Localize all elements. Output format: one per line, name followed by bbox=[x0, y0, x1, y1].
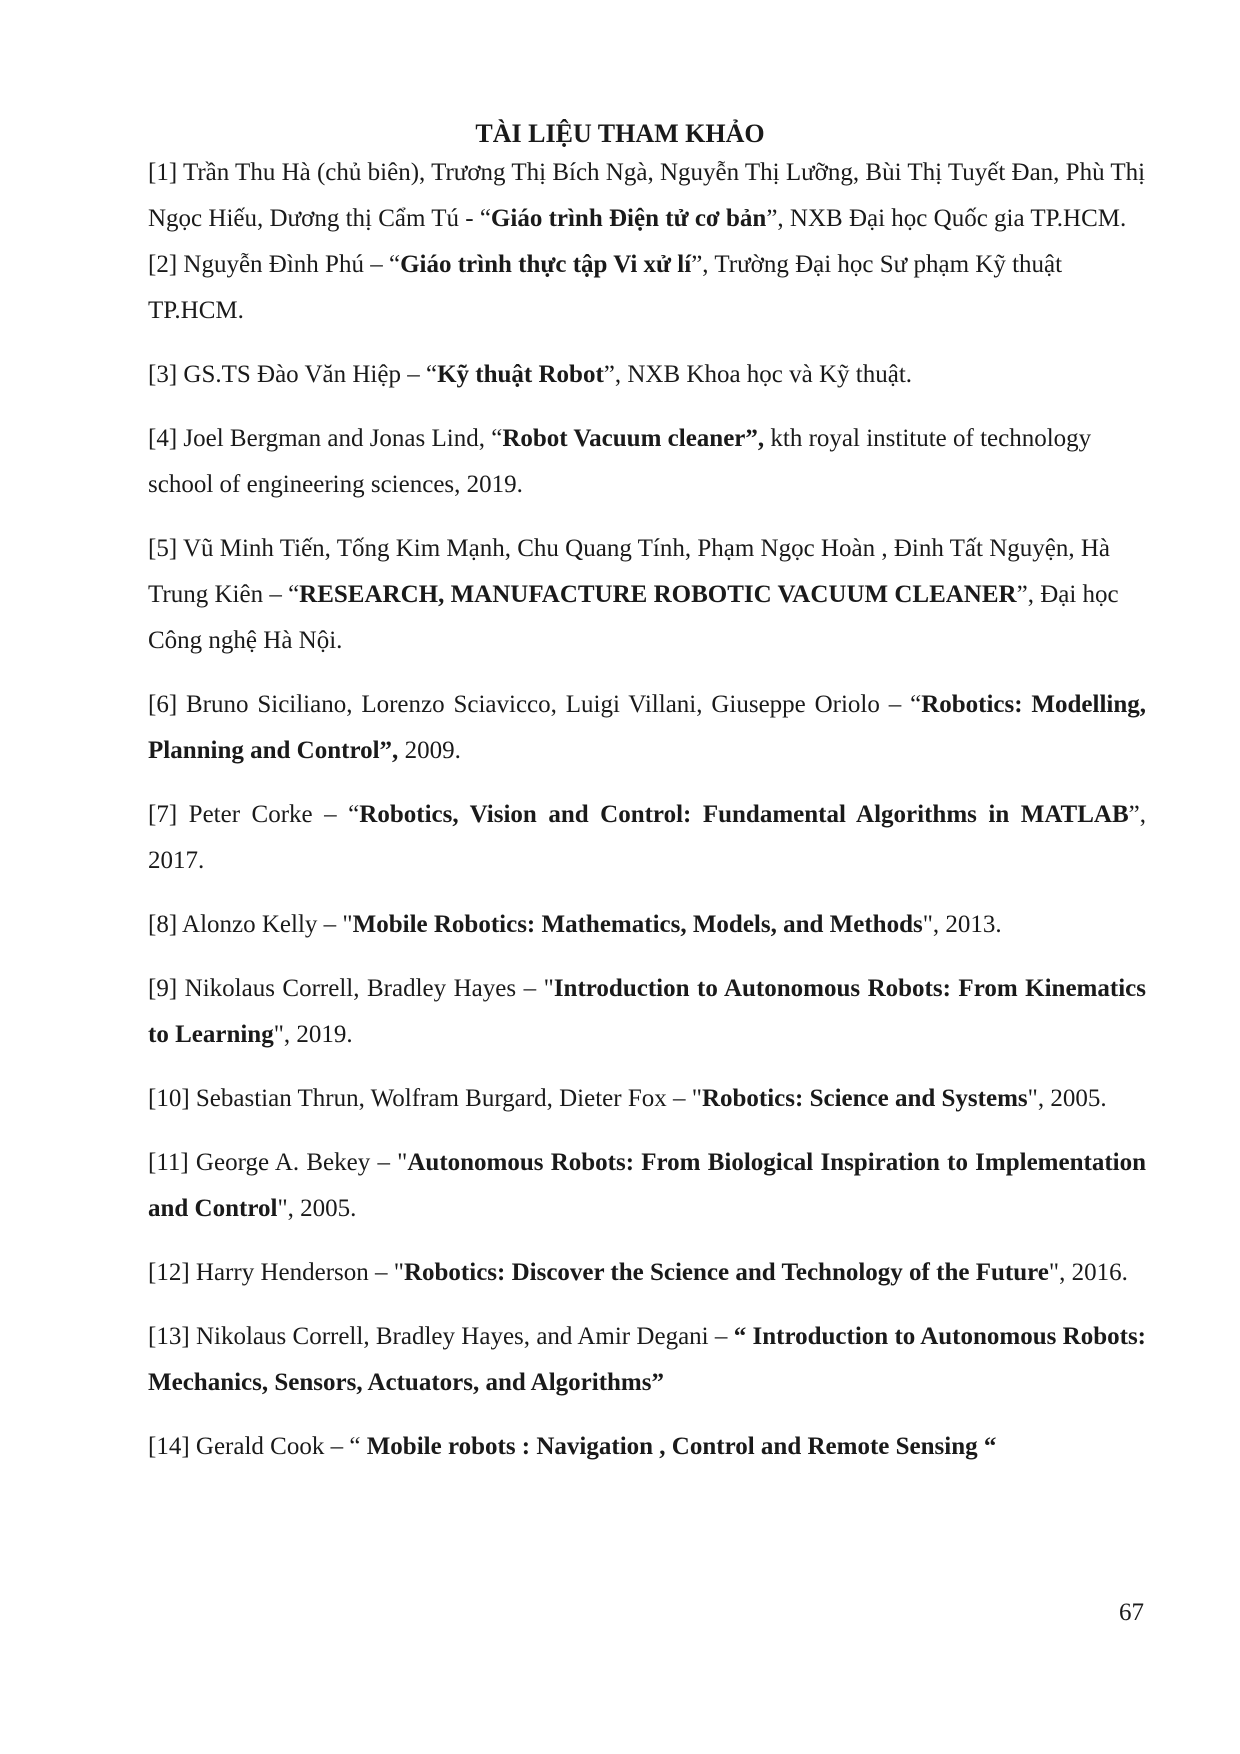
reference-title: Giáo trình Điện tử cơ bản bbox=[490, 205, 767, 232]
reference-publisher: ”, NXB Đại học Quốc gia TP.HCM. bbox=[766, 205, 1127, 232]
reference-publisher: ”, Đại học Công nghệ Hà Nội. bbox=[148, 581, 1119, 654]
reference-title: Kỹ thuật Robot bbox=[437, 361, 604, 388]
reference-item-14 bbox=[148, 1424, 1146, 1470]
reference-title: RESEARCH, MANUFACTURE ROBOTIC VACUUM CLEANER bbox=[299, 581, 1017, 608]
page-number: 67 bbox=[1119, 1599, 1144, 1626]
reference-authors: [6] Bruno Siciliano, Lorenzo Sciavicco, Luigi Villani, Giuseppe Oriolo – “ bbox=[148, 691, 922, 718]
reference-title: Giáo trình thực tập Vi xử lí bbox=[400, 251, 692, 278]
reference-authors: [2] Nguyễn Đình Phú – “ bbox=[148, 251, 401, 278]
reference-publisher: ”, NXB Khoa học và Kỹ thuật. bbox=[603, 361, 913, 388]
page-title: TÀI LIỆU THAM KHẢO bbox=[475, 119, 765, 148]
reference-publisher: ”, 2017. bbox=[148, 801, 1146, 874]
reference-title: Robotics: Modelling, Planning and Control”, bbox=[148, 691, 1147, 764]
reference-item-5 bbox=[148, 526, 1146, 664]
reference-item-11 bbox=[148, 1140, 1146, 1232]
reference-authors: [10] Sebastian Thrun, Wolfram Burgard, Dieter Fox – " bbox=[148, 1085, 702, 1112]
reference-authors: [3] GS.TS Đào Văn Hiệp – “ bbox=[148, 361, 438, 388]
reference-title: Robot Vacuum cleaner”, bbox=[502, 425, 765, 452]
reference-item-3 bbox=[148, 352, 1146, 398]
reference-title: Robotics: Science and Systems bbox=[701, 1085, 1028, 1112]
reference-publisher: ", 2005. bbox=[1027, 1085, 1107, 1112]
reference-title: Robotics: Discover the Science and Technology of the Future bbox=[403, 1259, 1049, 1286]
reference-item-13 bbox=[148, 1314, 1146, 1406]
reference-item-9 bbox=[148, 966, 1146, 1058]
reference-item-4 bbox=[148, 416, 1146, 508]
reference-authors: [5] Vũ Minh Tiến, Tống Kim Mạnh, Chu Quang Tính, Phạm Ngọc Hoàn , Đinh Tất Nguyện, Hà Trung Kiên – “ bbox=[148, 535, 1110, 608]
reference-title: Mobile robots : Navigation , Control and Remote Sensing “ bbox=[366, 1433, 997, 1460]
reference-title: Introduction to Autonomous Robots: From Kinematics to Learning bbox=[148, 975, 1146, 1048]
reference-publisher: ", 2019. bbox=[273, 1021, 353, 1048]
reference-publisher: ", 2013. bbox=[922, 911, 1002, 938]
reference-title: Autonomous Robots: From Biological Inspiration to Implementation and Control bbox=[148, 1149, 1146, 1222]
reference-authors: [1] Trần Thu Hà (chủ biên), Trương Thị Bích Ngà, Nguyễn Thị Lưỡng, Bùi Thị Tuyết Đan, Phù Thị Ngọc Hiếu, Dương thị Cẩm Tú - “ bbox=[148, 159, 1146, 232]
reference-item-12 bbox=[148, 1250, 1146, 1296]
reference-item-1 bbox=[148, 150, 1146, 242]
reference-authors: [7] Peter Corke – “ bbox=[148, 801, 360, 828]
reference-authors: [8] Alonzo Kelly – " bbox=[148, 911, 353, 938]
reference-authors: [12] Harry Henderson – " bbox=[148, 1259, 404, 1286]
reference-item-10 bbox=[148, 1076, 1146, 1122]
reference-publisher: ", 2005. bbox=[277, 1195, 357, 1222]
reference-publisher: 2009. bbox=[398, 737, 461, 764]
reference-item-2 bbox=[148, 242, 1146, 334]
reference-item-8 bbox=[148, 902, 1146, 948]
reference-publisher: kth royal institute of technology school of engineering sciences, 2019. bbox=[148, 425, 1092, 498]
reference-title: Robotics, Vision and Control: Fundamental Algorithms in MATLAB bbox=[359, 801, 1129, 828]
reference-authors: [11] George A. Bekey – " bbox=[148, 1149, 408, 1176]
reference-authors: [13] Nikolaus Correll, Bradley Hayes, and Amir Degani – bbox=[148, 1323, 734, 1350]
reference-publisher: ”, Trường Đại học Sư phạm Kỹ thuật TP.HCM. bbox=[148, 251, 1063, 324]
reference-item-7 bbox=[148, 792, 1146, 884]
reference-authors: [4] Joel Bergman and Jonas Lind, “ bbox=[148, 425, 503, 452]
reference-publisher: ", 2016. bbox=[1048, 1259, 1128, 1286]
reference-authors: [9] Nikolaus Correll, Bradley Hayes – " bbox=[148, 975, 554, 1002]
reference-title: Mobile Robotics: Mathematics, Models, and Methods bbox=[352, 911, 923, 938]
reference-title: “ Introduction to Autonomous Robots: Mechanics, Sensors, Actuators, and Algorithms” bbox=[148, 1323, 1146, 1396]
reference-list bbox=[148, 150, 1146, 1470]
reference-authors: [14] Gerald Cook – “ bbox=[148, 1433, 367, 1460]
reference-item-6 bbox=[148, 682, 1146, 774]
